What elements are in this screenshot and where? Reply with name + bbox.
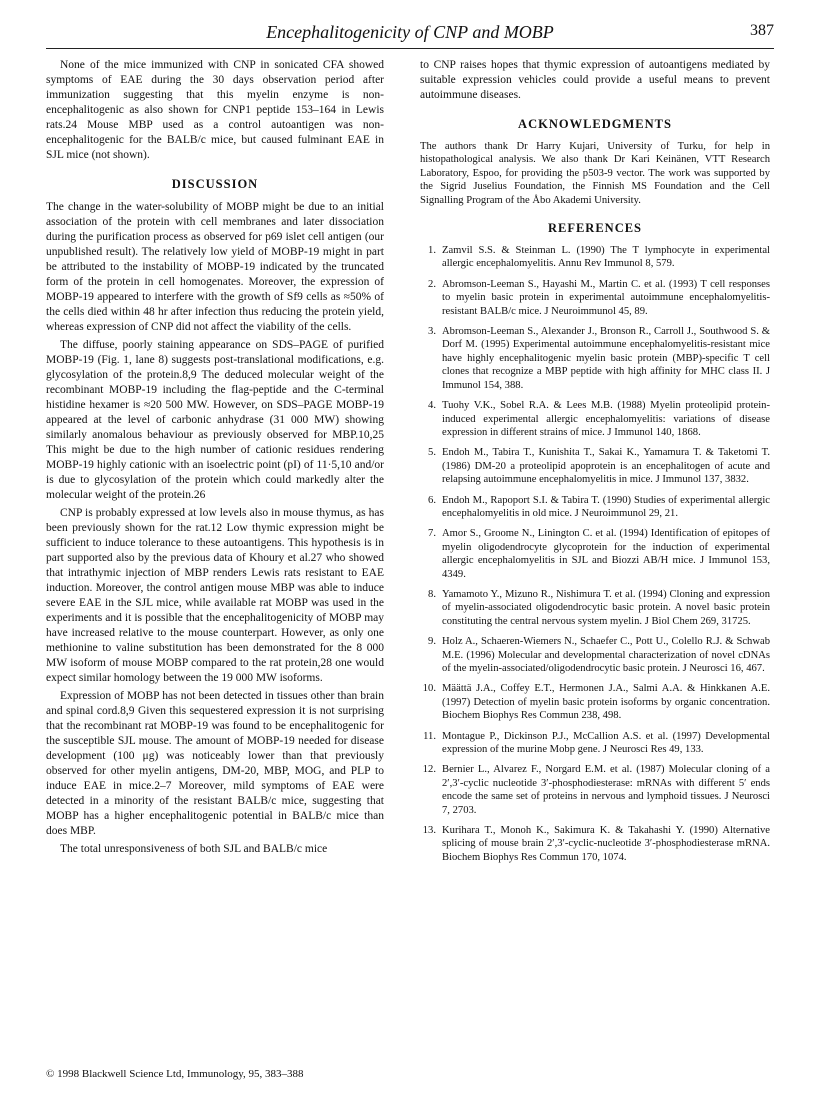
running-header xyxy=(46,22,774,46)
reference-item xyxy=(420,527,770,581)
discussion-paragraph: The total unresponsiveness of both SJL and BALB/c mice xyxy=(60,843,328,855)
page-number: 387 xyxy=(750,22,774,39)
reference-item xyxy=(420,588,770,628)
reference-item xyxy=(420,682,770,722)
reference-text: Bernier L., Alvarez F., Norgard E.M. et al. (1987) Molecular cloning of a 2′,3′-cyclic nucleotide 3′-phosphodiesterase: mRNAs with different 5′ ends encode the same set of proteins in nervous and lymphoid tissues. J Neurosci 7, 2703. xyxy=(442,764,770,816)
header-rule xyxy=(46,48,774,49)
reference-item xyxy=(420,730,770,757)
right-column xyxy=(420,58,770,871)
reference-item xyxy=(420,446,770,486)
reference-number: 1. xyxy=(428,245,436,257)
reference-item xyxy=(420,399,770,439)
reference-number: 2. xyxy=(428,278,436,290)
reference-item xyxy=(420,325,770,392)
reference-text: Kurihara T., Monoh K., Sakimura K. & Takahashi Y. (1990) Alternative splicing of mouse brain 2′,3′-cyclic-nucleotide 3′-phosphodiesterase mRNA. Biochem Biophys Res Commun 170, 1074. xyxy=(442,825,770,863)
discussion-continuation: to CNP raises hopes that thymic expression of autoantigens mediated by suitable expression vehicles could provide a useful means to prevent autoimmune diseases. xyxy=(420,59,770,101)
reference-number: 11. xyxy=(423,730,436,742)
reference-number: 13. xyxy=(422,825,436,837)
reference-number: 9. xyxy=(428,636,436,648)
acknowledgments-heading: ACKNOWLEDGMENTS xyxy=(518,117,672,131)
reference-item xyxy=(420,494,770,521)
acknowledgments-text: The authors thank Dr Harry Kujari, University of Turku, for help in histopathological analysis. We also thank Dr Kari Keinänen, VTT Research Laboratory, Espoo, for providing the p503-9 vector. The work was supported by the Sigrid Juselius Foundation, the Finnish MS Foundation and the Cell Signalling Program of the Åbo Akademi University. xyxy=(420,141,770,206)
discussion-paragraph: The change in the water-solubility of MOBP might be due to an initial association of the protein with cell membranes and later dissociation during the purification process as observed for p69 islet cell antigen (our unpublished result). The relatively low yield of MOBP-19 might in part be attributed to the instability of MOBP-19 indicated by the truncated form of the protein in cell homogenates. Moreover, the expression of MOBP-19 appeared to interfere with the growth of Sf9 cells as ≈50% of the cells died within 48 hr after infection thus reducing the protein yield, whereas expression of CNP did not affect the viability of the cells. xyxy=(46,201,384,333)
left-column xyxy=(46,58,384,860)
reference-text: Abromson-Leeman S., Alexander J., Bronson R., Carroll J., Southwood S. & Dorf M. (1995) Experimental autoimmune encephalomyelitis-resistant mice have highly encephalitogenic myelin basic protein (MBP)-specific T cell clones that recognize a MBP peptide with high affinity for MHC class II. J Immunol 154, 388. xyxy=(442,326,770,391)
references-heading: REFERENCES xyxy=(547,221,643,236)
reference-item xyxy=(420,763,770,817)
reference-text: Määttä J.A., Coffey E.T., Hermonen J.A., Salmi A.A. & Hinkkanen A.E. (1997) Detection of myelin basic protein isoforms by organic concentration. Biochem Biophys Res Commun 238, 498. xyxy=(442,683,770,722)
reference-number: 8. xyxy=(428,588,436,600)
running-title: Encephalitogenicity of CNP and MOBP xyxy=(266,22,554,42)
reference-number: 7. xyxy=(428,528,436,540)
reference-number: 3. xyxy=(428,326,436,338)
reference-text: Tuohy V.K., Sobel R.A. & Lees M.B. (1988) Myelin proteolipid protein-induced experimental allergic encephalomyelitis: variations of disease expression in different strains of mice. J Immunol 140, 1868. xyxy=(442,400,770,438)
reference-number: 5. xyxy=(428,447,436,459)
copyright-footer: © 1998 Blackwell Science Ltd, Immunology, 95, 383–388 xyxy=(46,1068,304,1080)
results-paragraph: None of the mice immunized with CNP in sonicated CFA showed symptoms of EAE during the 30 days observation period after immunization suggesting that this myelin enzyme is non-encephalitogenic as also shown for CNP1 peptide 153–164 in Lewis rats.24 Mouse MBP used as a control autoantigen was non-encephalitogenic for the BALB/c mice, but caused fulminant EAE in SJL mice (not shown). xyxy=(46,59,384,161)
reference-number: 6. xyxy=(428,494,436,506)
reference-number: 10. xyxy=(422,683,436,695)
reference-item xyxy=(420,278,770,318)
reference-text: Holz A., Schaeren-Wiemers N., Schaefer C., Pott U., Colello R.J. & Schwab M.E. (1996) Molecular and developmental characterization of novel cDNAs of the myelin-associated/oligodendrocytic basic protein. J Neurosci 16, 467. xyxy=(442,636,770,674)
reference-text: Endoh M., Rapoport S.I. & Tabira T. (1990) Studies of experimental allergic encephalomyelitis in old mice. J Neuroimmunol 29, 21. xyxy=(442,494,770,519)
reference-item xyxy=(420,635,770,675)
discussion-paragraph: The diffuse, poorly staining appearance on SDS–PAGE of purified MOBP-19 (Fig. 1, lane 8) suggests post-translational modifications, e.g. glycosylation of the protein.8,9 The deduced molecular weight of the recombinant MOBP-19 including the flag-peptide and the C-terminal histidine hexamer is ≈20 500 MW. However, on SDS–PAGE MOBP-19 appeared at the level of carbonic anhydrase (31 000 MW) showing similarly anomalous behaviour as previously observed for MBP.10,25 This might be due to the high number of cationic residues rendering MOBP-19 highly cationic with an isoelectric point (pI) of 11·5,10 and/or is due to glycosylation of the protein which could markedly alter the molecular weight of the protein.26 xyxy=(46,339,384,501)
reference-item xyxy=(420,244,770,271)
reference-number: 12. xyxy=(422,764,436,776)
reference-list xyxy=(420,244,770,864)
reference-text: Montague P., Dickinson P.J., McCallion A.S. et al. (1997) Developmental expression of the murine Mobp gene. J Neurosci Res 49, 133. xyxy=(442,730,770,756)
reference-text: Endoh M., Tabira T., Kunishita T., Sakai K., Yamamura T. & Taketomi T. (1986) DM-20 a proteolipid apoprotein is an encephalitogen of acute and relapsing autoimmune encephalomyelitis in mice. J Immunol 137, 3832. xyxy=(442,447,770,486)
reference-item xyxy=(420,824,770,864)
discussion-paragraph: CNP is probably expressed at low levels also in mouse thymus, as has been previously shown for the rat.12 Low thymic expression might be sufficient to induce tolerance to these autoantigens. This hypothesis is in part supported also by the previous data of Khoury et al.27 who showed that intrathymic injection of MBP renders Lewis rats resistant to EAE induction. Moreover, the control antigen mouse MBP was able to induce severe EAE in the SJL mice, while available rat MOBP was used in the experiments and it is possible that the encephalitogenicity of MOBP may have increased relative to the mouse counterpart. However, as only one methionine to valine substitution has been demonstrated for the 8 000 MW isoform of mouse MOBP compared to the rat protein,28 one would expect similar homology between the 19 000 MW isoforms. xyxy=(46,507,384,684)
discussion-heading: DISCUSSION xyxy=(171,177,259,191)
reference-text: Amor S., Groome N., Linington C. et al. (1994) Identification of epitopes of myelin oligodendrocyte glycoprotein for the induction of experimental allergic encephalomyelitis in SJL and Biozzi AB/H mice. J Immunol 153, 4349. xyxy=(442,528,770,580)
reference-text: Abromson-Leeman S., Hayashi M., Martin C. et al. (1993) T cell responses to myelin basic protein in experimental autoimmune encephalomyelitis-resistant BALB/c mice. J Neuroimmunol 45, 89. xyxy=(442,278,770,317)
reference-text: Zamvil S.S. & Steinman L. (1990) The T lymphocyte in experimental allergic encephalomyelitis. Annu Rev Immunol 8, 579. xyxy=(442,245,770,270)
discussion-paragraph: Expression of MOBP has not been detected in tissues other than brain and spinal cord.8,9 Given this sequestered expression it is not surprising that the recombinant rat MOBP-19 was found to be encephalitogenic for the susceptible SJL mouse. The amount of MOBP-19 needed for disease development (100 μg) was noticeably lower than that previously observed for other myelin antigens, DM-20, MBP, MOG, and PLP to induce EAE in mice.2–7 Moreover, mild symptoms of EAE were detected in a minority of the resistant BALB/c mice, suggesting that MOBP has a higher encephalitogenic potential in BALB/c mice than does MBP. xyxy=(46,690,384,837)
reference-text: Yamamoto Y., Mizuno R., Nishimura T. et al. (1994) Cloning and expression of myelin-associated oligodendrocytic basic protein. A novel basic protein constituting the central nervous system myelin. J Biol Chem 269, 31725. xyxy=(442,588,770,627)
reference-number: 4. xyxy=(428,400,436,412)
